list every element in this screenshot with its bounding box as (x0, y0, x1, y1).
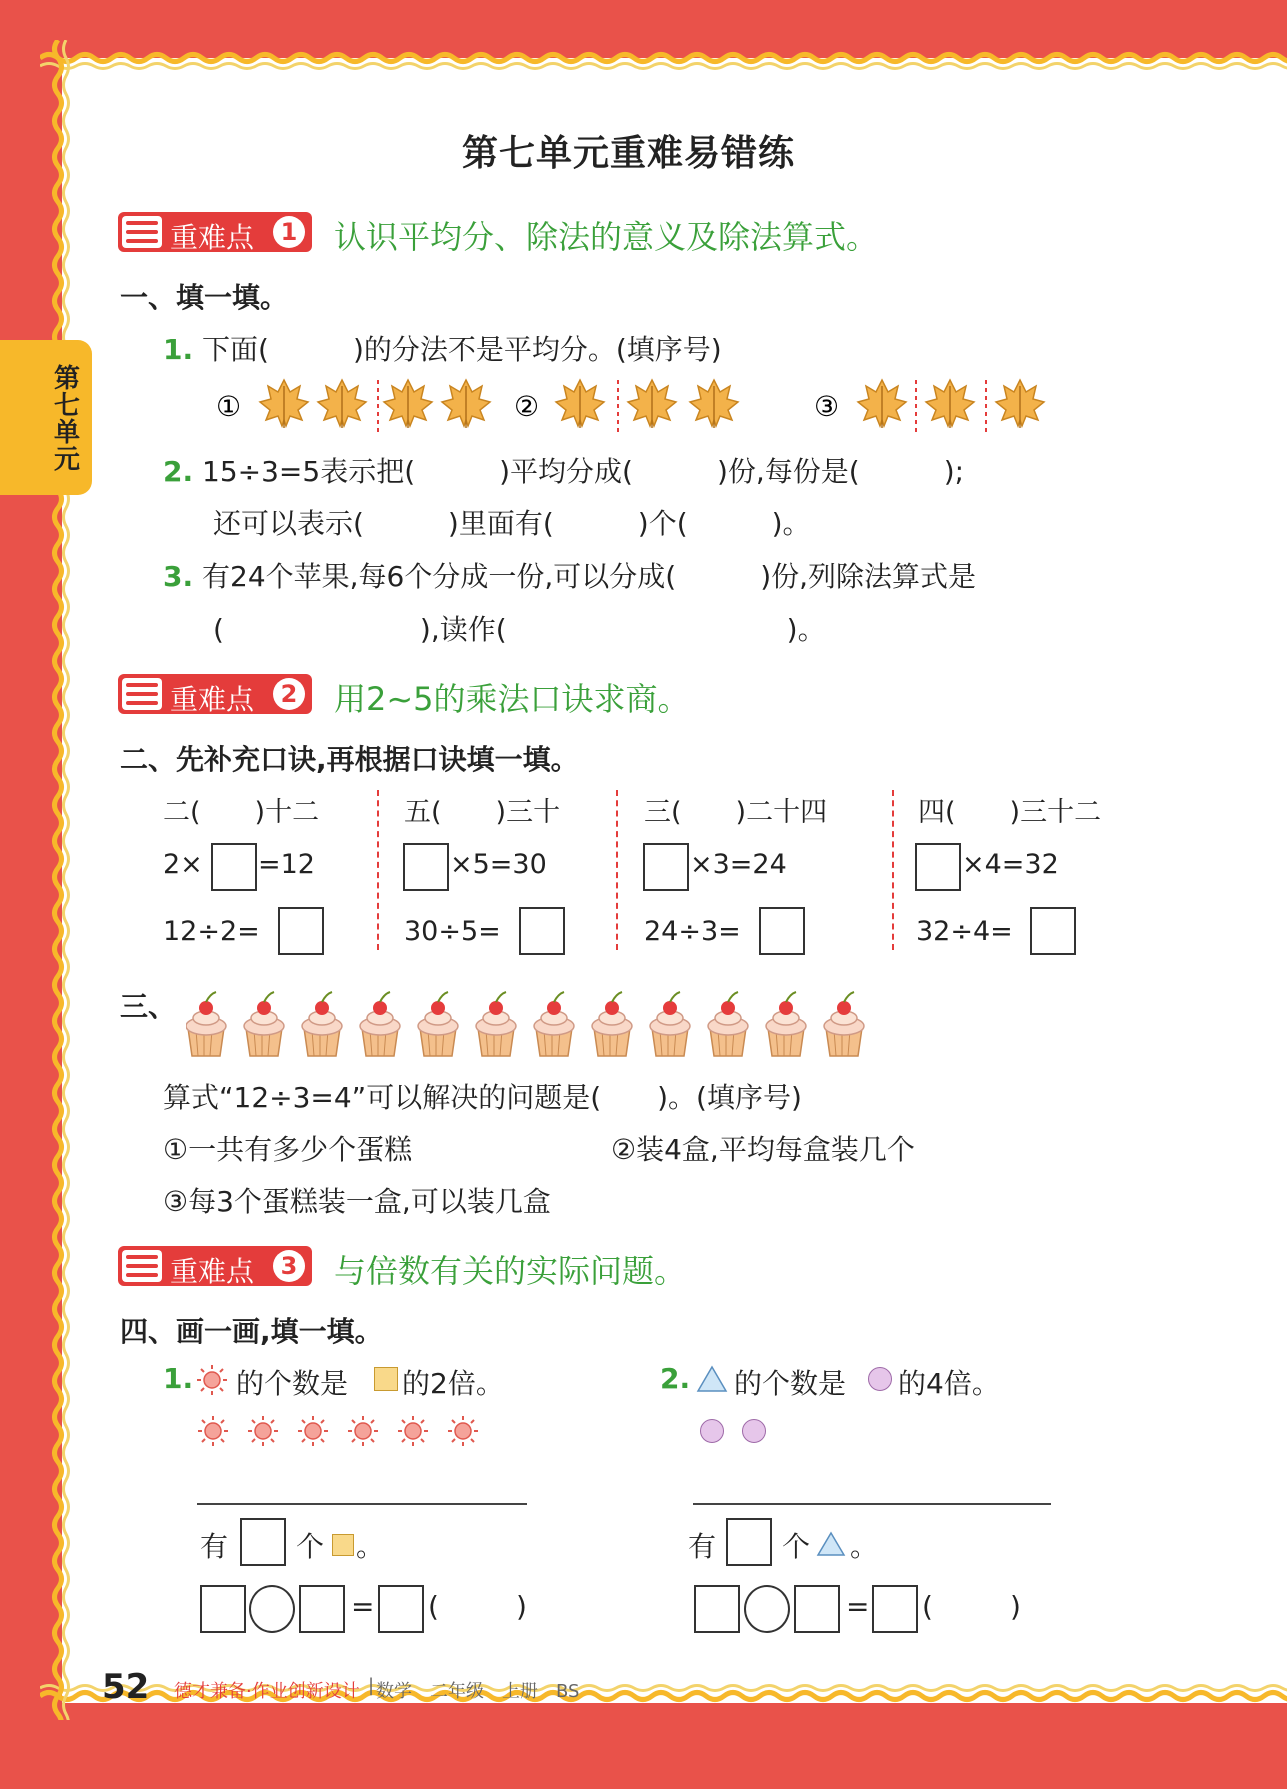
sun-icon (348, 1416, 378, 1446)
equals-sign: = (846, 1590, 870, 1623)
drawing-line[interactable] (693, 1503, 1051, 1505)
q4-1-you: 有 (200, 1530, 229, 1563)
q4-1-text-b: 的2倍。 (402, 1367, 504, 1400)
maple-leaf-groups (210, 378, 1070, 434)
eq2-pre-1: 12÷2= (163, 916, 260, 947)
answer-box[interactable] (915, 843, 961, 891)
q4-2-text-b: 的4倍。 (898, 1367, 1000, 1400)
operator-circle[interactable] (744, 1585, 790, 1633)
sun-row (196, 1414, 486, 1448)
cupcake-icon (302, 992, 342, 1056)
rhyme-2: 五( )三十 (404, 797, 561, 828)
cupcake-icon (592, 992, 632, 1056)
sun-icon (298, 1416, 328, 1446)
section-3-option-1: ①一共有多少个蛋糕 (163, 1133, 413, 1166)
cupcake-icon (186, 992, 226, 1056)
equals-sign: = (351, 1590, 375, 1623)
operator-circle[interactable] (249, 1585, 295, 1633)
stripes-icon (122, 216, 162, 248)
paren-close: ) (1010, 1590, 1021, 1623)
paren-open: ( (428, 1590, 439, 1623)
key-point-heading-1: 认识平均分、除法的意义及除法算式。 (334, 218, 879, 256)
answer-box[interactable] (278, 907, 324, 955)
footer-brand: 德才兼备·作业创新设计 (174, 1681, 360, 1702)
stripes-icon (122, 1250, 162, 1282)
eq1-pre-1: 2× (163, 849, 203, 880)
question-number: 2. (660, 1362, 691, 1395)
answer-box[interactable] (872, 1585, 918, 1633)
maple-leaf-icon (690, 380, 738, 428)
eq1-post-4: ×4=32 (962, 849, 1059, 880)
unit-side-tab (0, 340, 92, 495)
option-2-marker: ② (514, 390, 540, 423)
q1-3-line2: ( ),读作( )。 (213, 613, 826, 646)
q4-1-ge: 个 (296, 1530, 325, 1563)
circle-icon (742, 1419, 766, 1443)
page-title: 第七单元重难易错练 (462, 133, 796, 174)
square-icon (332, 1534, 354, 1556)
cupcake-icon (476, 992, 516, 1056)
section-3-option-2: ②装4盒,平均每盒装几个 (611, 1133, 915, 1166)
eq1-post-1: =12 (258, 849, 315, 880)
answer-box[interactable] (211, 843, 257, 891)
section-3-question: 算式“12÷3=4”可以解决的问题是( )。(填序号) (163, 1081, 802, 1114)
answer-box[interactable] (403, 843, 449, 891)
maple-leaf-icon (628, 380, 676, 428)
cupcake-icon (824, 992, 864, 1056)
circle-icon (868, 1367, 892, 1391)
answer-box[interactable] (1030, 907, 1076, 955)
maple-leaf-icon (858, 380, 906, 428)
maple-leaf-icon (442, 380, 490, 428)
eq2-pre-2: 30÷5= (404, 916, 501, 947)
question-number: 1. (163, 1362, 194, 1395)
option-3-marker: ③ (814, 390, 840, 423)
q4-1-period: 。 (356, 1530, 385, 1563)
section-3-option-3: ③每3个蛋糕装一盒,可以装几盒 (163, 1185, 551, 1218)
q4-2-period: 。 (850, 1530, 879, 1563)
paren-open: ( (922, 1590, 933, 1623)
option-1-marker: ① (216, 390, 242, 423)
answer-box[interactable] (299, 1585, 345, 1633)
q4-2-number (660, 1362, 690, 1395)
key-point-badge-2 (118, 674, 312, 714)
sun-icon (198, 1416, 228, 1446)
maple-leaf-icon (384, 380, 432, 428)
q1-1 (163, 328, 722, 368)
answer-box[interactable] (794, 1585, 840, 1633)
eq1-post-3: ×3=24 (690, 849, 787, 880)
rhyme-4: 四( )三十二 (918, 797, 1102, 828)
column-divider (892, 790, 894, 950)
answer-box[interactable] (643, 843, 689, 891)
answer-box[interactable] (200, 1585, 246, 1633)
circle-icon (700, 1419, 724, 1443)
badge-number: 3 (273, 1250, 305, 1282)
question-number: 3. (163, 560, 194, 593)
badge-number: 1 (273, 216, 305, 248)
cupcake-icon (244, 992, 284, 1056)
question-text: 下面( )的分法不是平均分。(填序号) (202, 333, 722, 366)
badge-label: 重难点 (170, 683, 255, 716)
maple-leaf-icon (318, 380, 366, 428)
q1-2-line2: 还可以表示( )里面有( )个( )。 (213, 507, 811, 540)
q1-3-line1 (163, 555, 976, 595)
answer-box[interactable] (519, 907, 565, 955)
cupcake-icon (766, 992, 806, 1056)
question-text: 15÷3=5表示把( )平均分成( )份,每份是( ); (202, 455, 965, 488)
paren-close: ) (516, 1590, 527, 1623)
eq1-post-2: ×5=30 (450, 849, 547, 880)
stripes-icon (122, 678, 162, 710)
badge-label: 重难点 (170, 221, 255, 254)
eq2-pre-4: 32÷4= (916, 916, 1013, 947)
unit-side-tab-label: 第七单元 (54, 364, 81, 475)
maple-leaf-icon (260, 380, 308, 428)
badge-label: 重难点 (170, 1255, 255, 1288)
sun-icon (248, 1416, 278, 1446)
q4-2-text-a: 的个数是 (734, 1367, 847, 1400)
maple-leaf-icon (926, 380, 974, 428)
footer-separator: | (368, 1675, 375, 1696)
section-3-label: 三、 (120, 990, 177, 1023)
key-point-badge-1 (118, 212, 312, 252)
badge-number: 2 (273, 678, 305, 710)
q4-2-ge: 个 (782, 1530, 811, 1563)
question-number: 2. (163, 455, 194, 488)
square-icon (374, 1367, 398, 1391)
triangle-icon (696, 1364, 728, 1394)
maple-leaf-icon (996, 380, 1044, 428)
cupcake-icon (360, 992, 400, 1056)
question-text: 有24个苹果,每6个分成一份,可以分成( )份,列除法算式是 (202, 560, 977, 593)
cupcake-icon (534, 992, 574, 1056)
question-number: 1. (163, 333, 194, 366)
drawing-line[interactable] (197, 1503, 527, 1505)
q4-2-you: 有 (688, 1530, 717, 1563)
maple-leaf-icon (556, 380, 604, 428)
cupcake-icon (708, 992, 748, 1056)
q4-1-number (163, 1362, 193, 1395)
q1-2-line1 (163, 450, 964, 490)
answer-box[interactable] (694, 1585, 740, 1633)
cupcake-row (186, 980, 886, 1060)
rhyme-3: 三( )二十四 (644, 797, 828, 828)
eq2-pre-3: 24÷3= (644, 916, 741, 947)
answer-box[interactable] (240, 1518, 286, 1566)
key-point-heading-2: 用2~5的乘法口诀求商。 (334, 680, 690, 718)
column-divider (616, 790, 618, 950)
key-point-badge-3 (118, 1246, 312, 1286)
answer-box[interactable] (759, 907, 805, 955)
sun-icon (196, 1364, 228, 1396)
key-point-heading-3: 与倍数有关的实际问题。 (334, 1252, 687, 1290)
page-number: 52 (102, 1667, 150, 1707)
triangle-icon (816, 1530, 846, 1558)
sun-icon (448, 1416, 478, 1446)
answer-box[interactable] (378, 1585, 424, 1633)
cupcake-icon (650, 992, 690, 1056)
answer-box[interactable] (726, 1518, 772, 1566)
column-divider (377, 790, 379, 950)
section-1-title: 一、填一填。 (120, 281, 289, 314)
rhyme-1: 二( )十二 (163, 797, 320, 828)
section-2-title: 二、先补充口诀,再根据口诀填一填。 (120, 743, 579, 776)
footer-info: 数学 二年级 上册 BS (376, 1681, 580, 1702)
cupcake-icon (418, 992, 458, 1056)
q4-1-text-a: 的个数是 (236, 1367, 349, 1400)
section-4-title: 四、画一画,填一填。 (120, 1315, 383, 1348)
sun-icon (398, 1416, 428, 1446)
